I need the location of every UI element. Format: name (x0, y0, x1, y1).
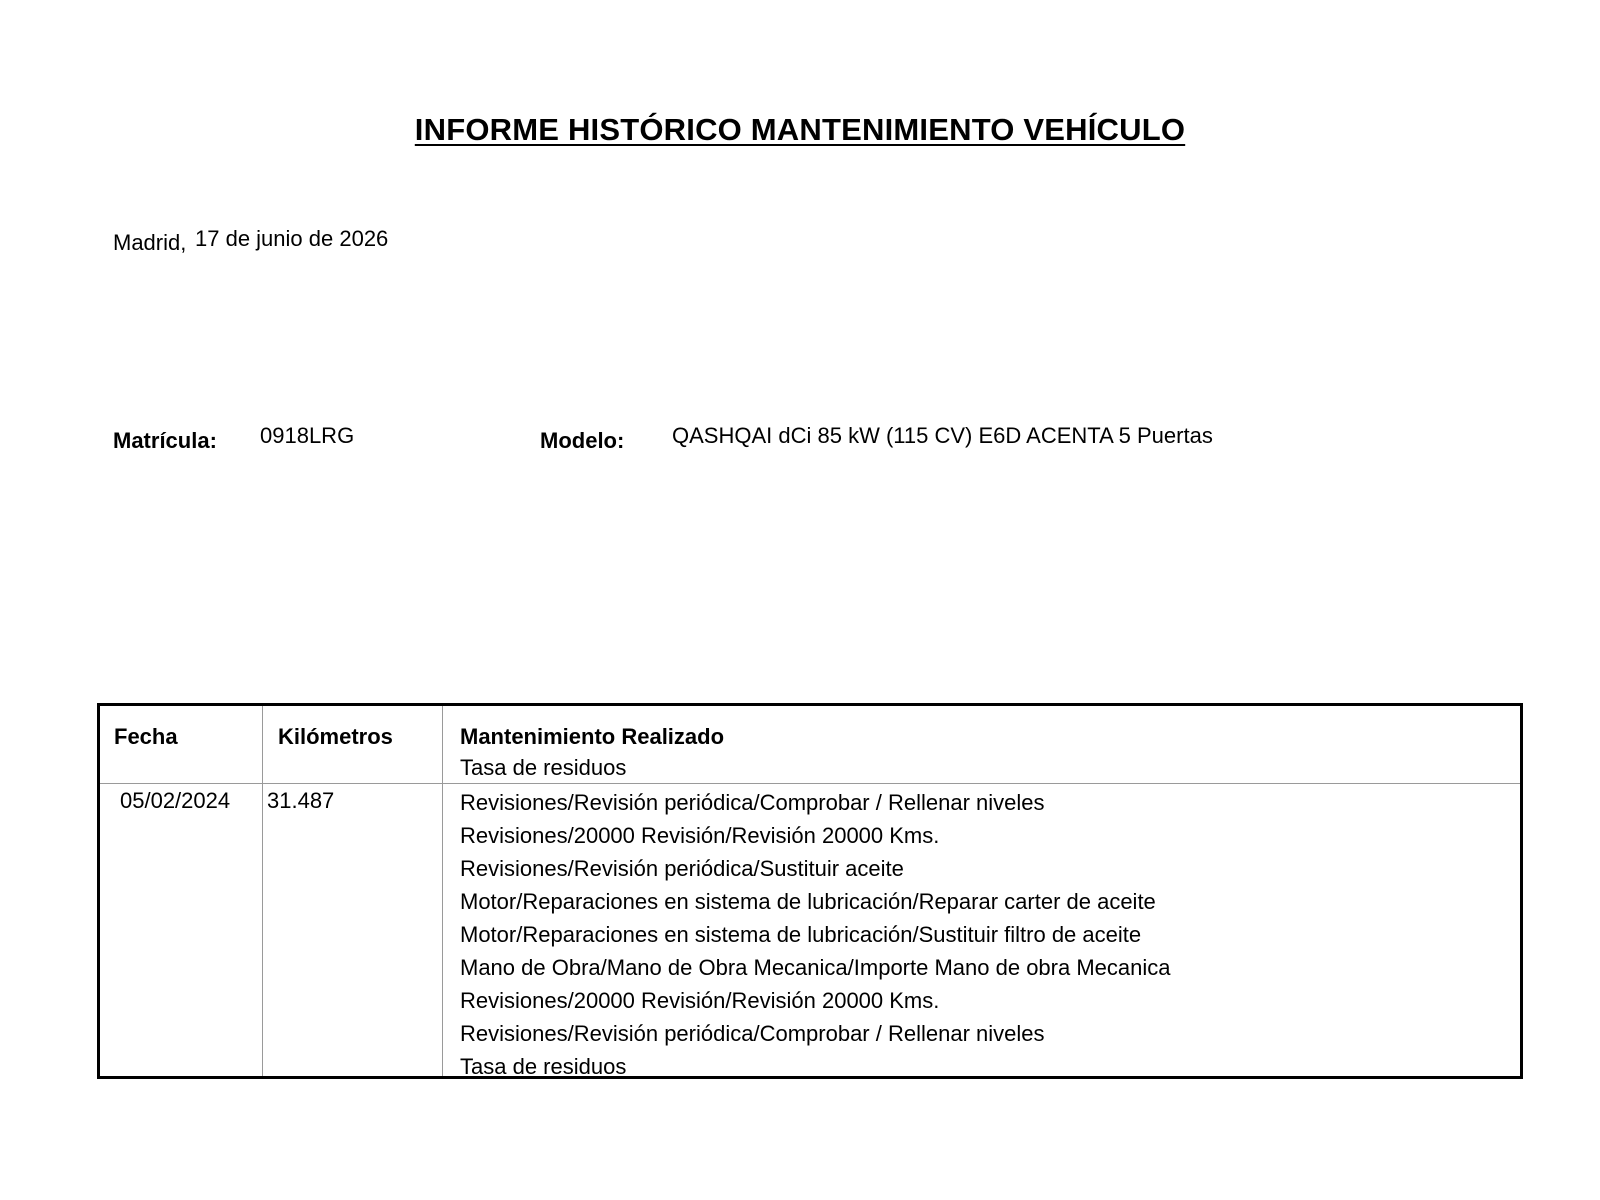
header-fecha: Fecha (114, 724, 178, 749)
report-title: INFORME HISTÓRICO MANTENIMIENTO VEHÍCULO (414, 112, 1186, 147)
report-city: Madrid, (113, 230, 187, 255)
plate-value: 0918LRG (260, 423, 355, 448)
task-item: Tasa de residuos (460, 1054, 627, 1079)
column-divider (442, 706, 443, 1076)
column-divider (262, 706, 263, 1076)
task-item: Revisiones/20000 Revisión/Revisión 20000 Kms. (460, 988, 940, 1013)
task-item: Revisiones/Revisión periódica/Sustituir aceite (460, 856, 904, 881)
model-label: Modelo: (540, 428, 625, 453)
header-kilometros: Kilómetros (278, 724, 393, 749)
model-value: QASHQAI dCi 85 kW (115 CV) E6D ACENTA 5 Puertas (672, 423, 1213, 448)
row-kilometros: 31.487 (267, 788, 335, 813)
task-item: Mano de Obra/Mano de Obra Mecanica/Importe Mano de obra Mecanica (460, 955, 1171, 980)
task-list (460, 786, 1171, 1083)
task-item: Revisiones/Revisión periódica/Comprobar / Rellenar niveles (460, 790, 1045, 815)
task-item: Revisiones/20000 Revisión/Revisión 20000 Kms. (460, 823, 940, 848)
task-item: Motor/Reparaciones en sistema de lubricación/Reparar carter de aceite (460, 889, 1156, 914)
header-mantenimiento: Mantenimiento Realizado (460, 724, 725, 749)
plate-label: Matrícula: (113, 428, 217, 453)
report-date: 17 de junio de 2026 (195, 226, 389, 251)
maintenance-table (97, 703, 1523, 1079)
task-item: Revisiones/Revisión periódica/Comprobar / Rellenar niveles (460, 1021, 1045, 1046)
task-item: Motor/Reparaciones en sistema de lubricación/Sustituir filtro de aceite (460, 922, 1142, 947)
row-fecha: 05/02/2024 (120, 788, 231, 813)
pre-row-task: Tasa de residuos (460, 755, 627, 780)
